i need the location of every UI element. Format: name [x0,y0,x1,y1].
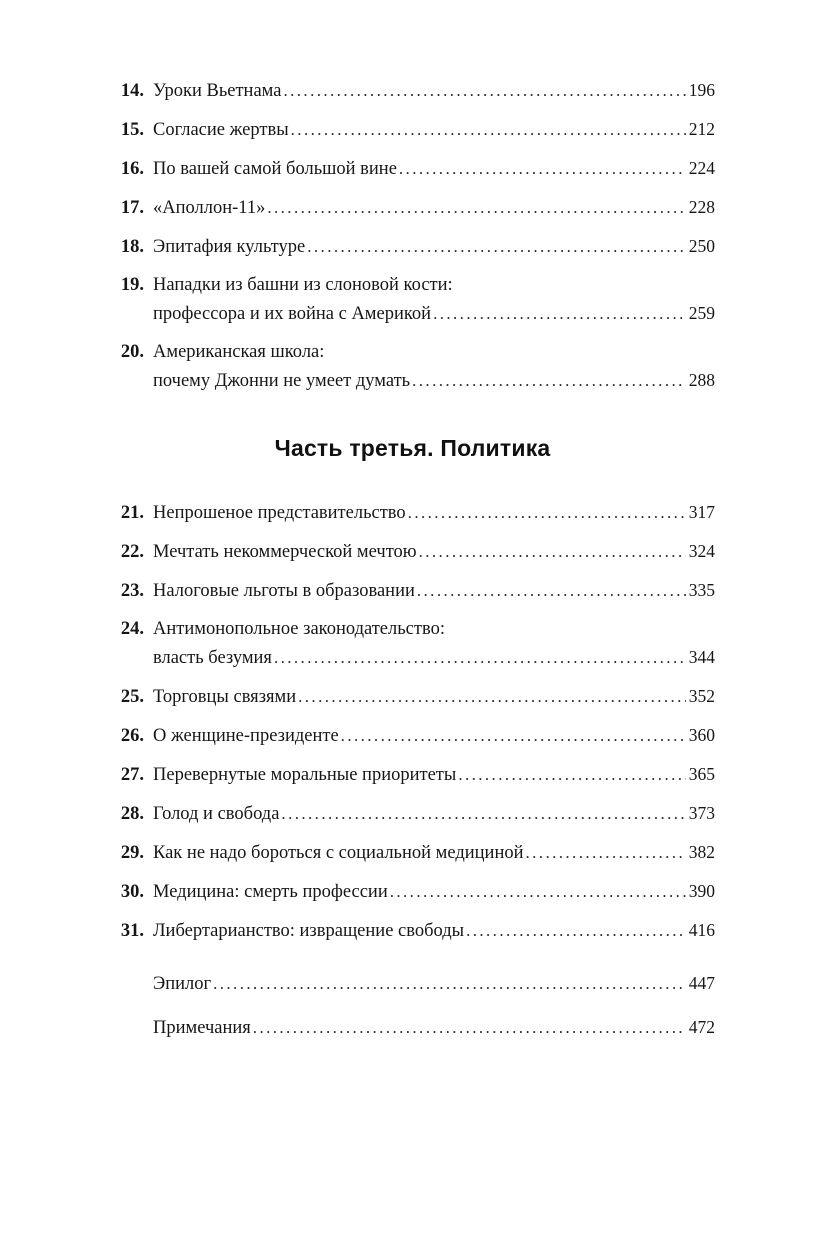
dot-leader [417,577,686,605]
entry-title: почему Джонни не умеет думать [153,371,411,391]
entry-number: 26. [120,726,144,746]
entry-title: власть безумия [153,648,272,668]
entry-title: Как не надо бороться с социальной медициной [153,843,524,863]
toc-entry [110,193,715,222]
entry-page-number: 472 [688,1017,715,1037]
toc-entry [110,115,715,144]
dot-leader [466,917,686,945]
entry-number: 19. [120,275,144,295]
dot-leader [390,878,686,906]
dot-leader [298,683,686,711]
dot-leader [419,538,686,566]
dot-leader [253,1014,686,1042]
dot-leader [458,761,685,789]
entry-title: «Аполлон-11» [153,198,266,218]
toc-entry-line [110,877,715,906]
entry-page-number: 382 [688,842,715,862]
dot-leader [213,970,686,998]
entry-page-number: 352 [688,686,715,706]
dot-leader [399,155,686,183]
dot-leader [291,116,686,144]
dot-leader [307,233,686,261]
entry-title: Эпилог [153,974,212,994]
entry-title: Антимонопольное законодательство: [153,619,445,639]
toc-container [110,76,715,1042]
entry-number: 14. [120,81,144,101]
toc-entry [110,969,715,998]
entry-page-number: 447 [688,973,715,993]
toc-entry [110,760,715,789]
entry-page-number: 212 [688,119,715,139]
entry-title: Перевернутые моральные приоритеты [153,765,457,785]
entry-title: Либертарианство: извращение свободы [153,921,465,941]
toc-entry-line [110,76,715,105]
entry-title: Эпитафия культуре [153,237,306,257]
entry-title: Нападки из башни из слоновой кости: [153,275,453,295]
toc-entry-line [110,537,715,566]
dot-leader [283,77,685,105]
entry-number: 16. [120,159,144,179]
entry-number: 24. [120,619,144,639]
dot-leader [412,367,686,395]
toc-entry-line [110,799,715,828]
entry-title: Уроки Вьетнама [153,81,282,101]
entry-number: 29. [120,843,144,863]
entry-number: 15. [120,120,144,140]
section-heading: Часть третья. Политика [274,435,551,461]
entry-title: О женщине-президенте [153,726,339,746]
toc-entry-line [110,338,715,366]
entry-number: 22. [120,542,144,562]
entry-number: 28. [120,804,144,824]
toc-entry-line [110,271,715,299]
toc-back-matter [110,969,715,1042]
toc-entry [110,576,715,605]
entry-page-number: 365 [688,764,715,784]
entry-title: Налоговые льготы в образовании [153,581,415,601]
entry-number: 30. [120,882,144,902]
dot-leader [281,800,685,828]
entry-number: 27. [120,765,144,785]
dot-leader [408,499,686,527]
entry-page-number: 373 [688,803,715,823]
toc-entry-line [110,1013,715,1042]
toc-entry-line [110,299,715,328]
entry-title: Американская школа: [153,342,325,362]
entry-title: Мечтать некоммерческой мечтою [153,542,417,562]
dot-leader [341,722,686,750]
toc-entry [110,799,715,828]
entry-number: 20. [120,342,144,362]
entry-page-number: 224 [688,158,715,178]
toc-entry [110,537,715,566]
entry-page-number: 416 [688,920,715,940]
entry-page-number: 317 [688,502,715,522]
entry-title: Примечания [153,1018,251,1038]
toc-entries-part2 [110,76,715,395]
entry-page-number: 360 [688,725,715,745]
entry-title: Согласие жертвы [153,120,289,140]
toc-entry-line [110,154,715,183]
toc-entry-line [110,916,715,945]
toc-entry [110,615,715,672]
entry-page-number: 228 [688,197,715,217]
dot-leader [267,194,685,222]
entry-number: 21. [120,503,144,523]
entry-page-number: 259 [688,303,715,323]
entry-title: Непрошеное представительство [153,503,406,523]
toc-entry-line [110,115,715,144]
entry-page-number: 288 [688,370,715,390]
entry-title: Голод и свобода [153,804,280,824]
toc-entry-line [110,232,715,261]
entry-title: Медицина: смерть профессии [153,882,388,902]
entry-title: профессора и их война с Америкой [153,304,432,324]
toc-entry [110,916,715,945]
entry-number: 18. [120,237,144,257]
dot-leader [274,644,686,672]
entry-page-number: 324 [688,541,715,561]
entry-number: 25. [120,687,144,707]
entry-page-number: 250 [688,236,715,256]
dot-leader [433,300,686,328]
toc-entry-line [110,576,715,605]
toc-entry-line [110,969,715,998]
entry-page-number: 344 [688,647,715,667]
entry-page-number: 335 [688,580,715,600]
entry-page-number: 196 [688,80,715,100]
entry-number: 23. [120,581,144,601]
toc-entry-line [110,643,715,672]
toc-entry [110,338,715,395]
dot-leader [526,839,686,867]
entry-title: Торговцы связями [153,687,297,707]
toc-entry-line [110,366,715,395]
toc-entry [110,1013,715,1042]
toc-entry-line [110,760,715,789]
entry-number: 31. [120,921,144,941]
toc-entry [110,721,715,750]
toc-entry [110,877,715,906]
toc-entry [110,271,715,328]
toc-entry [110,76,715,105]
entry-page-number: 390 [688,881,715,901]
toc-entry-line [110,721,715,750]
toc-entry-line [110,498,715,527]
toc-entry-line [110,193,715,222]
toc-entry [110,498,715,527]
toc-entry-line [110,615,715,643]
entry-number: 17. [120,198,144,218]
toc-entry [110,838,715,867]
toc-entry-line [110,838,715,867]
toc-entries-part3 [110,498,715,945]
toc-entry [110,154,715,183]
toc-entry [110,232,715,261]
entry-title: По вашей самой большой вине [153,159,397,179]
toc-entry [110,682,715,711]
toc-entry-line [110,682,715,711]
